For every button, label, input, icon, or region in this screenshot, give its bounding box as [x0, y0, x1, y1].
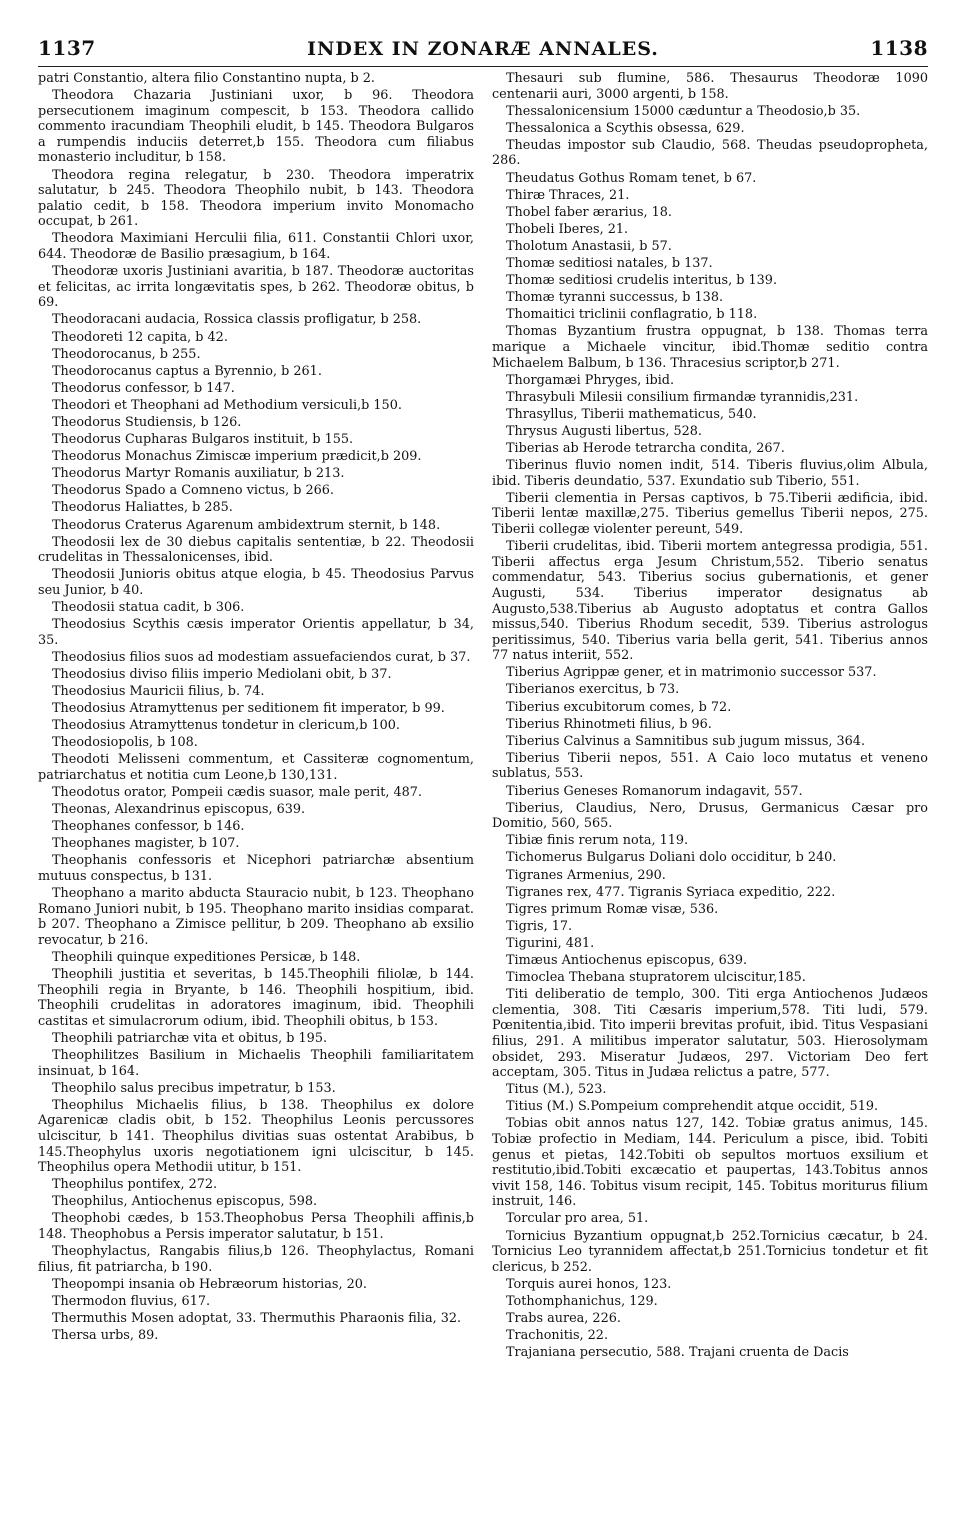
index-entry: Thomaitici triclinii conflagratio, b 118. — [506, 307, 758, 323]
index-entry: Titi deliberatio de templo, 300. Titi erga Antiochenos Judæos clementia, 308. Titi Cæsaris imperium,578. Titi ludi, 579. Pœnitentia,ibid. Tito imperii brevitas profuit, ibid. Titus Vespasiani filius, 291. A militibus imperator salutatur, 503. Hierosolymam obsidet, 293. Miseratur Judæos, 297. Victoriam Deo fert acceptam, 305. Titus in Judæa relictus a patre, 577. — [492, 987, 928, 1081]
header-rule — [38, 66, 928, 67]
index-entry: Theophilus, Antiochenus episcopus, 598. — [52, 1194, 318, 1210]
index-entry: patri Constantio, altera filio Constantino nupta, b 2. — [38, 71, 375, 86]
index-entry: Theudatus Gothus Romam tenet, b 67. — [506, 170, 757, 186]
index-entry: Tiberius Rhinotmeti filius, b 96. — [506, 716, 712, 732]
index-entry: Theodosius Mauricii filius, b. 74. — [52, 683, 265, 699]
index-entry: Theophylactus, Rangabis filius,b 126. Theophylactus, Romani filius, fit patriarcha, b 190. — [38, 1244, 474, 1275]
index-entry: Trabs aurea, 226. — [506, 1311, 621, 1327]
index-entry: Theodoræ uxoris Justiniani avaritia, b 187. Theodoræ auctoritas et felicitas, ac irrita longævitatis spes, b 262. Theodoræ obitus, b 69. — [38, 264, 474, 311]
index-entry: Theudas impostor sub Claudio, 568. Theudas pseudopropheta, 286. — [492, 137, 928, 169]
index-entry: Theopompi insania ob Hebræorum historias, 20. — [52, 1276, 367, 1292]
index-entry: Theonas, Alexandrinus episcopus, 639. — [52, 802, 306, 818]
index-entry: Theodorus Cupharas Bulgaros instituit, b 155. — [52, 432, 354, 448]
index-entry: Tigurini, 481. — [506, 935, 595, 951]
index-entry: Theodorus Monachus Zimiscæ imperium prædicit,b 209. — [52, 449, 422, 465]
index-entry: Theophili justitia et severitas, b 145.Theophili filiolæ, b 144. Theophili regia in Bryante, b 146. Theophili hospitium, ibid. Theophili crudelitas in adoratores imaginum, ibid. Theophili castitas et simulacrorum odium, ibid. Theophili obitus, b 153. — [38, 967, 474, 1029]
index-entry: Tiberianos exercitus, b 73. — [506, 682, 680, 698]
index-entry: Theophobi cædes, b 153.Theophobus Persa Theophili affinis,b 148. Theophobus a Persis imperator salutatur, b 151. — [38, 1211, 474, 1243]
index-entry: Tiberii clementia in Persas captivos, b 75.Tiberii ædificia, ibid. Tiberii lentæ maxillæ,275. Tiberius gemellus Tiberii nepos, 275. Tiberii collegæ violenter pereunt, 549. — [492, 490, 928, 538]
index-entry: Titius (M.) S.Pompeium comprehendit atque occidit, 519. — [506, 1099, 879, 1115]
index-entry: Tigranes rex, 477. Tigranis Syriaca expeditio, 222. — [506, 884, 836, 900]
index-entry: Theophilo salus precibus impetratur, b 153. — [52, 1080, 336, 1096]
index-entry: Theodorus Spado a Comneno victus, b 266. — [52, 483, 334, 499]
index-entry: Theophili quinque expeditiones Persicæ, b 148. — [52, 949, 361, 965]
index-entry: Theodosii lex de 30 diebus capitalis sententiæ, b 22. Theodosii crudelitas in Thessalonicenses, ibid. — [38, 534, 474, 566]
index-entry: Thersa urbs, 89. — [52, 1328, 159, 1344]
index-entry: Tiberius Tiberii nepos, 551. A Caio loco mutatus et veneno sublatus, 553. — [492, 750, 928, 782]
index-entry: Theodorus Craterus Agarenum ambidextrum sternit, b 148. — [52, 517, 441, 533]
index-entry: Theodorus Haliattes, b 285. — [52, 500, 233, 516]
index-entry: Tiberius excubitorum comes, b 72. — [506, 699, 732, 715]
index-entry: Theodosii statua cadit, b 306. — [52, 600, 245, 615]
index-entry: Timæus Antiochenus episcopus, 639. — [506, 952, 748, 968]
index-entry: Tichomerus Bulgarus Doliani dolo occiditur, b 240. — [506, 850, 837, 866]
page-number-left: 1137 — [38, 36, 96, 60]
index-entry: Theodorus Studiensis, b 126. — [52, 414, 242, 430]
page-header — [38, 36, 928, 60]
index-entry: Theophano a marito abducta Stauracio nubit, b 123. Theophano Romano Juniori nubit, b 195. Theophano marito insidias comparat. b 207. Theophano a Zimisce pellitur, b 209. Theophano ab exsilio revocatur, b 216. — [38, 886, 474, 948]
index-entry: Theodosius Atramyttenus per seditionem fit imperator, b 99. — [52, 701, 445, 717]
index-entry: Thiræ Thraces, 21. — [506, 187, 630, 203]
index-entry: Tibiæ finis rerum nota, 119. — [506, 833, 689, 849]
index-entry: Timoclea Thebana stupratorem ulciscitur,185. — [506, 970, 806, 986]
index-entry: Torcular pro area, 51. — [506, 1211, 649, 1227]
index-entry: Theophilitzes Basilium in Michaelis Theophili familiaritatem insinuat, b 164. — [38, 1048, 474, 1079]
index-entry: Theodosius Atramyttenus tondetur in clericum,b 100. — [52, 718, 400, 734]
index-entry: Thomæ tyranni successus, b 138. — [506, 290, 724, 306]
index-entry: Tholotum Anastasii, b 57. — [506, 238, 672, 254]
index-entry: Theodorocanus captus a Byrennio, b 261. — [52, 363, 322, 379]
index-entry: Theophanis confessoris et Nicephori patriarchæ absentium mutuus conspectus, b 131. — [38, 853, 474, 884]
index-entry: Tiberii crudelitas, ibid. Tiberii mortem antegressa prodigia, 551. Tiberii affectus erga Jesum Christum,552. Tiberio senatus commendatur, 543. Tiberius socius gubernationis, et gener Augusti, 534. Tiberius imperator designatus ab Augusto,538.Tiberius ab Augusto adoptatus et contra Gallos missus,540. Tiberius Rhodum secedit, 539. Tiberius astrologus peritissimus, 540. Tiberius varia bella gerit, 541. Tiberius annos 77 natus interiit, 552. — [492, 539, 928, 664]
index-entry: Theodotus orator, Pompeii cædis suasor, male perit, 487. — [52, 785, 422, 801]
index-entry: Thrysus Augusti libertus, 528. — [506, 423, 703, 439]
index-entry: Theodoracani audacia, Rossica classis profligatur, b 258. — [52, 312, 422, 328]
index-entry: Tiberius, Claudius, Nero, Drusus, Germanicus Cæsar pro Domitio, 560, 565. — [492, 800, 928, 832]
index-entry: Theophilus Michaelis filius, b 138. Theophilus ex dolore Agarenicæ cladis obit, b 152. Theophilus Leonis percussores ulciscitur, b 141. Theophilus divitias suas ostentat Arabibus, b 145.Theophylus uxoris negotiationem igni ulciscitur, b 145. Theophilus opera Methodii utitur, b 151. — [38, 1097, 474, 1176]
index-entry: Tigris, 17. — [506, 918, 573, 934]
index-entry: Torquis aurei honos, 123. — [506, 1276, 672, 1292]
index-entry: Thobel faber ærarius, 18. — [506, 204, 673, 220]
index-entry: Theodori et Theophani ad Methodium versiculi,b 150. — [52, 397, 402, 413]
index-entry: Thermodon fluvius, 617. — [52, 1293, 211, 1309]
index-entry: Tornicius Byzantium oppugnat,b 252.Tornicius cæcatur, b 24. Tornicius Leo tyrannidem affectat,b 251.Tornicius tondetur et fit clericus, b 252. — [492, 1228, 928, 1275]
index-entry: Tiberinus fluvio nomen indit, 514. Tiberis fluvius,olim Albula, ibid. Tiberis deundatio, 537. Exundatio sub Tiberio, 551. — [492, 458, 928, 489]
index-entry: Thrasybuli Milesii consilium firmandæ tyrannidis,231. — [506, 389, 859, 405]
index-entry: Theodora regina relegatur, b 230. Theodora imperatrix salutatur, b 245. Theodora Theophilo nubit, b 143. Theodora palatio cedit, b 158. Theodora imperium invito Monomacho occupat, b 261. — [38, 167, 474, 230]
index-entry: Tiberius Geneses Romanorum indagavit, 557. — [506, 783, 803, 799]
index-entry: Tiberius Calvinus a Samnitibus sub jugum missus, 364. — [506, 733, 866, 749]
index-entry: Thessalonicensium 15000 cæduntur a Theodosio,b 35. — [506, 103, 861, 119]
right-column — [492, 71, 928, 1362]
index-entry: Thesauri sub flumine, 586. Thesaurus Theodoræ 1090 centenarii auri, 3000 argenti, b 158. — [492, 71, 928, 102]
index-entry: Theodosiopolis, b 108. — [52, 735, 198, 751]
index-entry: Theophili patriarchæ vita et obitus, b 195. — [52, 1030, 328, 1046]
index-entry: Thrasyllus, Tiberii mathematicus, 540. — [506, 406, 757, 422]
index-entry: Theodosius diviso filiis imperio Mediolani obit, b 37. — [52, 666, 392, 682]
index-entry: Tigres primum Romæ visæ, 536. — [506, 901, 719, 917]
index-entry: Tiberias ab Herode tetrarcha condita, 267. — [506, 441, 785, 457]
index-entry: Theodoreti 12 capita, b 42. — [52, 329, 228, 345]
index-entry: Tiberius Agrippæ gener, et in matrimonio successor 537. — [506, 665, 877, 681]
index-entry: Thobeli Iberes, 21. — [506, 221, 629, 237]
index-entry: Trajaniana persecutio, 588. Trajani cruenta de Dacis — [506, 1345, 849, 1361]
index-entry: Theophanes magister, b 107. — [52, 836, 240, 852]
index-entry: Thorgamæi Phryges, ibid. — [506, 372, 675, 388]
index-entry: Theodorus Martyr Romanis auxiliatur, b 213. — [52, 466, 345, 482]
index-entry: Theodorocanus, b 255. — [52, 346, 201, 362]
index-entry: Theodora Maximiani Herculii filia, 611. Constantii Chlori uxor, 644. Theodoræ de Basilio præsagium, b 164. — [38, 231, 474, 263]
index-entry: Thessalonica a Scythis obsessa, 629. — [506, 120, 745, 136]
index-entry: Titus (M.), 523. — [506, 1082, 607, 1098]
index-entry: Tothomphanichus, 129. — [506, 1293, 658, 1309]
index-entry: Theophilus pontifex, 272. — [52, 1177, 218, 1193]
index-entry: Thomas Byzantium frustra oppugnat, b 138. Thomas terra marique a Michaele vincitur, ibid.Thomæ seditio contra Michaelem Balbum, b 136. Thracesius scriptor,b 271. — [492, 324, 928, 371]
page-number-right: 1138 — [870, 36, 928, 60]
index-entry: Theodoti Melisseni commentum, et Cassiteræ cognomentum, patriarchatus et notitia cum Leone,b 130,131. — [38, 752, 474, 783]
index-entry: Thomæ seditiosi natales, b 137. — [506, 256, 713, 272]
index-entry: Thomæ seditiosi crudelis interitus, b 139. — [506, 273, 778, 289]
index-entry: Thermuthis Mosen adoptat, 33. Thermuthis Pharaonis filia, 32. — [52, 1311, 462, 1327]
index-entry: Theophanes confessor, b 146. — [52, 819, 245, 835]
index-entry: Tigranes Armenius, 290. — [506, 867, 666, 883]
index-entry: Theodosius filios suos ad modestiam assuefaciendos curat, b 37. — [52, 649, 471, 665]
index-entry: Theodora Chazaria Justiniani uxor, b 96. Theodora persecutionem imaginum compescit, b 153. Theodora callido commento iracundiam Theophili eludit, b 145. Theodora Bulgaros a rumpendis induciis deterret,b 155. Theodora cum filiabus monasterio includitur, b 158. — [38, 88, 474, 166]
index-entry: Tobias obit annos natus 127, 142. Tobiæ gratus animus, 145. Tobiæ profectio in Mediam, 144. Periculum a pisce, ibid. Tobiti genus et pietas, 142.Tobiti ob sepultos mortuos exsilium et restitutio,ibid.Tobiti excæcatio et paupertas, 143.Tobitus annos vivit 158, 146. Tobitus visum recipit, 145. Tobitus moriturus filium instruit, 146. — [492, 1116, 928, 1210]
index-entry: Theodosius Scythis cæsis imperator Orientis appellatur, b 34, 35. — [38, 617, 474, 648]
index-columns — [38, 71, 928, 1362]
index-entry: Trachonitis, 22. — [506, 1328, 609, 1344]
page-title: INDEX IN ZONARÆ ANNALES. — [307, 38, 659, 60]
index-entry: Theodosii Junioris obitus atque elogia, b 45. Theodosius Parvus seu Junior, b 40. — [38, 567, 474, 598]
index-entry: Theodorus confessor, b 147. — [52, 380, 235, 396]
left-column — [38, 71, 474, 1362]
